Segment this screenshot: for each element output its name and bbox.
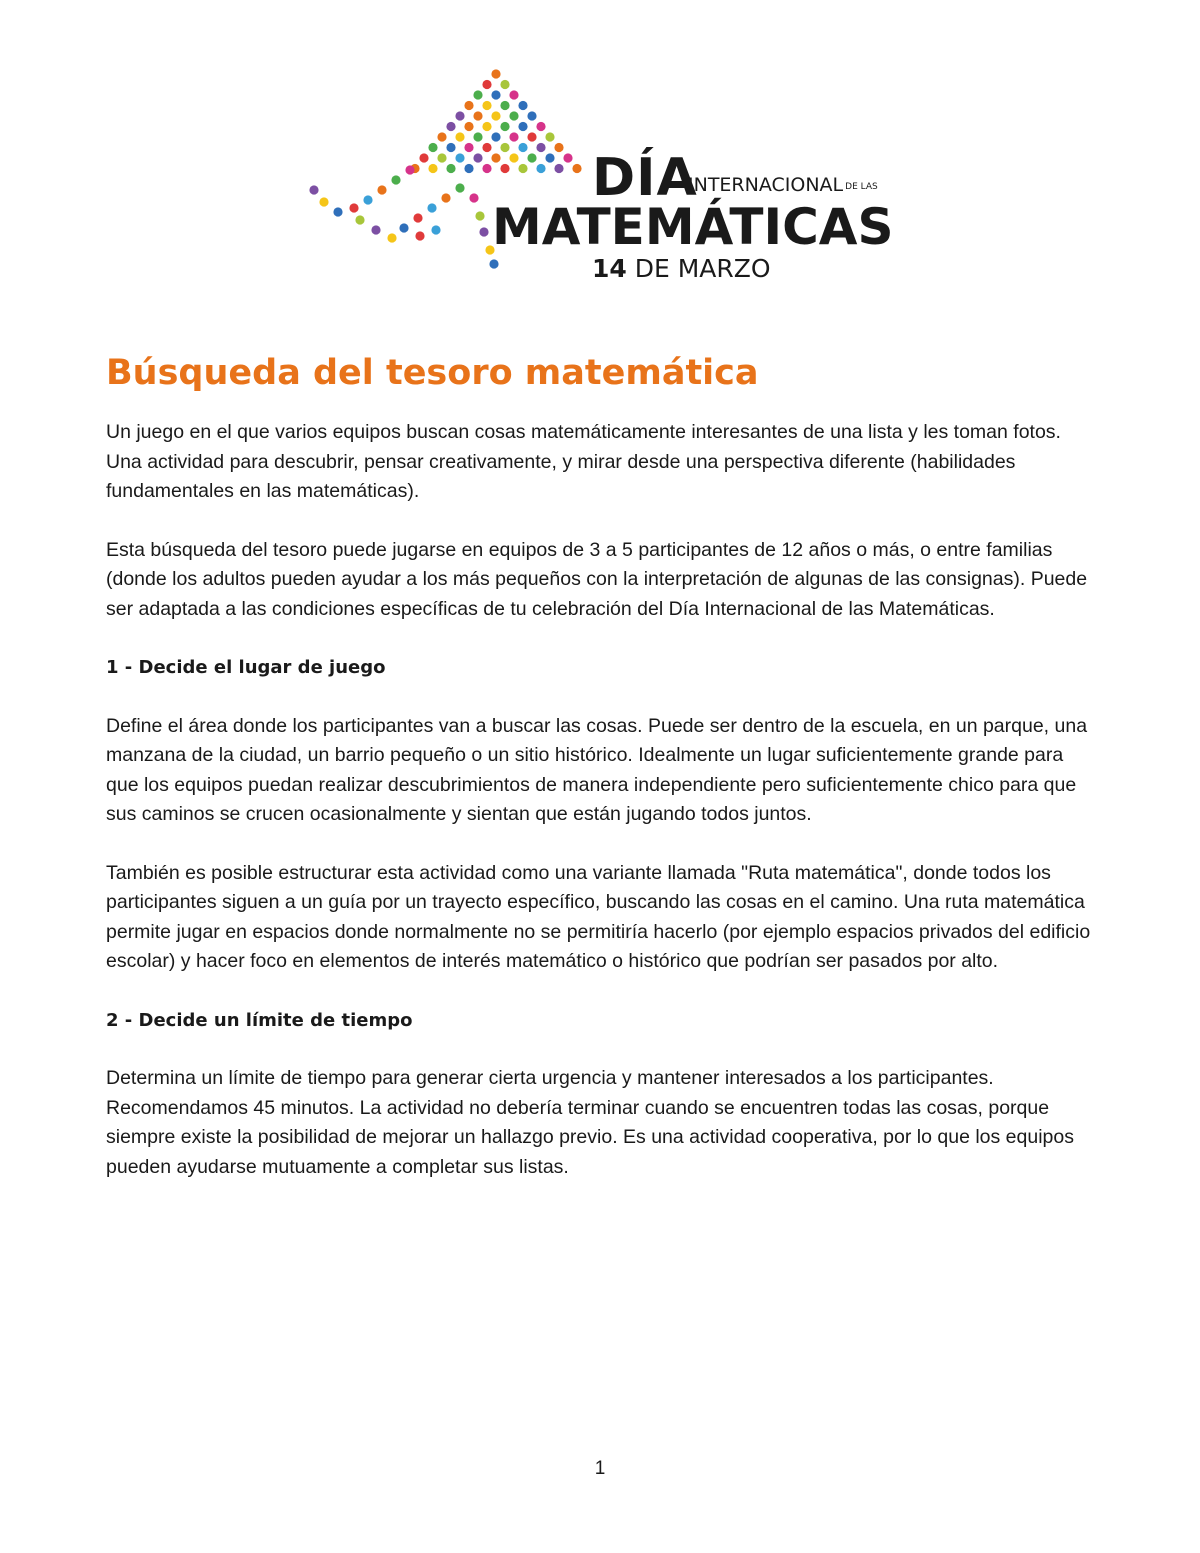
logo-dot bbox=[428, 164, 437, 173]
logo-dot bbox=[399, 223, 408, 232]
logo-dot bbox=[479, 227, 488, 236]
logo-dot bbox=[371, 225, 380, 234]
section-1-paragraph-2: También es posible estructurar esta actividad como una variante llamada "Ruta matemática", donde todos los participantes siguen a un guía por un trayecto específico, buscando las cosas en el camino. Una ruta matemática permite jugar en espacios donde normalmente no se permitiría hacerlo (por ejemplo espacios privados del edificio escolar) y hacer foco en elementos de interés matemático o histórico que podrían ser pasados por alto. bbox=[106, 861, 1091, 972]
logo-dot bbox=[509, 153, 518, 162]
logo-dot bbox=[319, 197, 328, 206]
logo-word-dia: DÍA bbox=[592, 148, 698, 208]
logo-date bbox=[592, 256, 771, 281]
logo-dot bbox=[500, 80, 509, 89]
logo-dot bbox=[545, 132, 554, 141]
logo-dot bbox=[491, 153, 500, 162]
section-1-paragraph-1: Define el área donde los participantes van a buscar las cosas. Puede ser dentro de la escuela, en un parque, una manzana de la ciudad, un barrio pequeño o un sitio histórico. Idealmente un lugar suficientemente grande para que los equipos puedan realizar descubrimientos de manera independiente pero suficientemente chico para que sus caminos se crucen ocasionalmente y sientan que están jugando todos juntos. bbox=[106, 714, 1088, 825]
logo-dot bbox=[475, 211, 484, 220]
logo-dot bbox=[482, 143, 491, 152]
logo-dot bbox=[509, 111, 518, 120]
document-body bbox=[106, 352, 1096, 1211]
logo-dot bbox=[473, 153, 482, 162]
logo-dot bbox=[500, 143, 509, 152]
logo-dot bbox=[518, 164, 527, 173]
logo-dot bbox=[500, 101, 509, 110]
logo-dot bbox=[428, 143, 437, 152]
logo-dot bbox=[464, 101, 473, 110]
logo-dot bbox=[446, 143, 455, 152]
logo-dot bbox=[545, 153, 554, 162]
section-2-heading: 2 - Decide un límite de tiempo bbox=[106, 1009, 413, 1031]
logo-dot bbox=[446, 122, 455, 131]
logo-dot bbox=[333, 207, 342, 216]
logo-internacional-label: INTERNACIONAL bbox=[688, 174, 844, 196]
logo-dot bbox=[572, 164, 581, 173]
logo-dot bbox=[363, 195, 372, 204]
logo-dot bbox=[431, 225, 440, 234]
logo-word-matematicas: MATEMÁTICAS bbox=[492, 198, 894, 256]
logo-dot bbox=[413, 213, 422, 222]
idm-logo bbox=[300, 60, 900, 283]
logo-dot bbox=[427, 203, 436, 212]
logo-dot bbox=[387, 233, 396, 242]
logo-dot bbox=[489, 259, 498, 268]
logo-date-month: DE MARZO bbox=[626, 254, 771, 283]
logo-dot bbox=[455, 132, 464, 141]
logo-dot bbox=[554, 164, 563, 173]
logo-dot bbox=[536, 143, 545, 152]
logo-dot bbox=[518, 122, 527, 131]
logo-dot bbox=[464, 143, 473, 152]
logo-dot bbox=[377, 185, 386, 194]
logo-dot bbox=[491, 111, 500, 120]
logo-dot bbox=[563, 153, 572, 162]
logo-dot bbox=[405, 165, 414, 174]
logo-dot bbox=[491, 132, 500, 141]
logo-word-internacional bbox=[688, 176, 878, 195]
logo-dot bbox=[473, 90, 482, 99]
logo-dot bbox=[518, 101, 527, 110]
logo-dot bbox=[455, 111, 464, 120]
logo-dot bbox=[527, 132, 536, 141]
logo-dot bbox=[309, 185, 318, 194]
logo-date-number: 14 bbox=[592, 254, 627, 283]
logo-dot bbox=[509, 132, 518, 141]
intro-paragraph-1: Un juego en el que varios equipos buscan cosas matemáticamente interesantes de una lista y les toman fotos. Una actividad para descubrir, pensar creativamente, y mirar desde una perspectiva diferente (habilidades fundamentales en las matemáticas). bbox=[106, 421, 1061, 502]
section-2-paragraph-1: Determina un límite de tiempo para generar cierta urgencia y mantener interesados a los participantes. Recomendamos 45 minutos. La actividad no debería terminar cuando se encuentren todas las cosas, porque siempre existe la posibilidad de mejorar un hallazgo previo. Es una actividad cooperativa, por lo que los equipos pueden ayudarse mutuamente a completar sus listas. bbox=[106, 1067, 1074, 1178]
logo-dot bbox=[415, 231, 424, 240]
logo-dot bbox=[509, 90, 518, 99]
logo-dot bbox=[482, 122, 491, 131]
logo-dot bbox=[518, 143, 527, 152]
logo-dot bbox=[500, 122, 509, 131]
logo-dot bbox=[527, 111, 536, 120]
logo-dot bbox=[355, 215, 364, 224]
logo-dot bbox=[500, 164, 509, 173]
logo-dot bbox=[482, 101, 491, 110]
logo-de-las-label: DE LAS bbox=[845, 182, 878, 192]
page-number: 1 bbox=[594, 1458, 606, 1479]
logo-dot bbox=[391, 175, 400, 184]
logo-dot bbox=[419, 153, 428, 162]
logo-dot bbox=[455, 183, 464, 192]
logo-dot bbox=[554, 143, 563, 152]
logo-dot bbox=[464, 122, 473, 131]
logo-dot bbox=[469, 193, 478, 202]
logo-dot bbox=[437, 132, 446, 141]
logo-dot bbox=[446, 164, 455, 173]
logo-dot bbox=[491, 90, 500, 99]
logo-dot bbox=[437, 153, 446, 162]
logo-dot bbox=[441, 193, 450, 202]
logo-dot bbox=[473, 111, 482, 120]
logo-dot bbox=[349, 203, 358, 212]
logo-dot bbox=[491, 69, 500, 78]
document-title: Búsqueda del tesoro matemática bbox=[106, 353, 759, 393]
intro-paragraph-2: Esta búsqueda del tesoro puede jugarse en equipos de 3 a 5 participantes de 12 años o más, o entre familias (donde los adultos pueden ayudar a los más pequeños con la interpretación de algunas de las consignas). Puede ser adaptada a las condiciones específicas de tu celebración del Día Internacional de las Matemáticas. bbox=[106, 538, 1088, 620]
logo-dot bbox=[536, 164, 545, 173]
logo-dot bbox=[482, 80, 491, 89]
logo-dot bbox=[482, 164, 491, 173]
logo-dot bbox=[464, 164, 473, 173]
section-1-heading: 1 - Decide el lugar de juego bbox=[106, 657, 386, 678]
logo-dot bbox=[527, 153, 536, 162]
logo-dot bbox=[536, 122, 545, 131]
logo-dot bbox=[473, 132, 482, 141]
logo-dot bbox=[455, 153, 464, 162]
